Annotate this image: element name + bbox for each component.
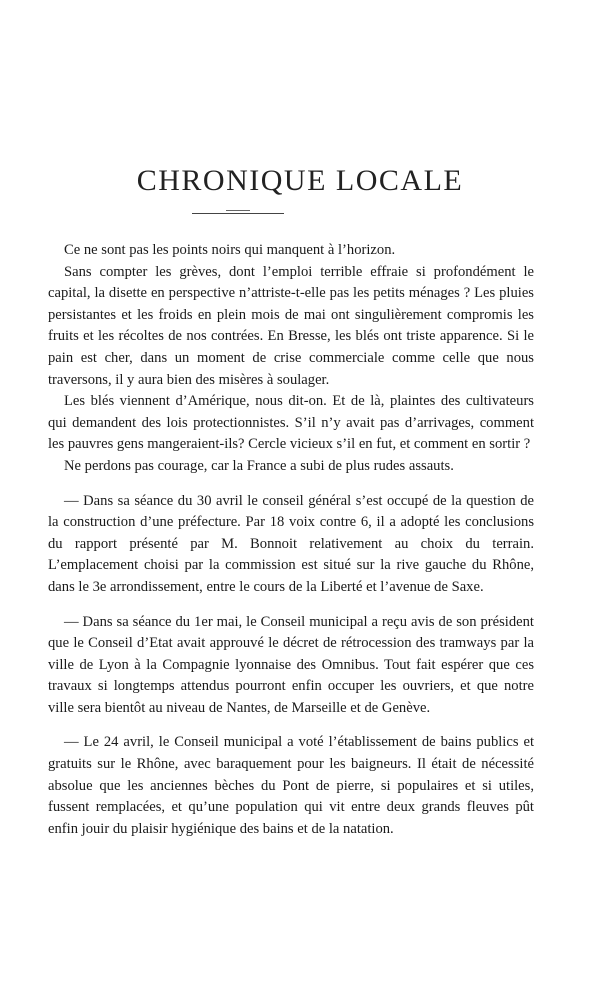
title-divider bbox=[192, 213, 284, 214]
paragraph-6: — Dans sa séance du 1er mai, le Conseil municipal a reçu avis de son président que le Conseil d’Etat avait approuvé le décret de rétrocession des tramways par la ville de Lyon à la Compagnie lyonnaise des Omnibus. Tout fait espérer que ces travaux si longtemps attendus pourront enfin occuper les ouvriers, et que notre ville sera bientôt au niveau de Nantes, de Marseille et de Genève. bbox=[48, 613, 534, 716]
paragraph-5: — Dans sa séance du 30 avril le conseil général s’est occupé de la question de la construction d’une préfecture. Par 18 voix contre 6, il a adopté les conclusions du rapport présenté par M. Bonnoit relativement au choix du terrain. L’emplacement choisi par la commission est situé sur la rive gauche du Rhône, dans le 3e arrondissement, entre le cours de la Liberté et l’avenue de Saxe. bbox=[48, 492, 534, 595]
paragraph-4: Ne perdons pas courage, car la France a subi de plus rudes assauts. bbox=[64, 457, 454, 474]
title-ornament-short bbox=[226, 210, 250, 211]
article-body bbox=[48, 240, 534, 840]
paragraph-1: Ce ne sont pas les points noirs qui manquent à l’horizon. bbox=[64, 242, 396, 258]
page-title: CHRONIQUE LOCALE bbox=[136, 164, 464, 197]
paragraph-7: — Le 24 avril, le Conseil municipal a voté l’établissement de bains publics et gratuits sur le Rhône, avec baraquement pour les baigneurs. Il était de nécessité absolue que les anciennes bèches du Pont de pierre, si populaires et si utiles, fussent remplacées, et qu’une population qui vit entre deux grands fleuves pût enfin jouir du plaisir hygiénique des bains et de la natation. bbox=[48, 734, 534, 837]
paragraph-2: Sans compter les grèves, dont l’emploi terrible effraie si profondément le capital, la disette en perspective n’attriste-t-elle pas les petits ménages ? Les pluies persistantes et les froids en plein mois de mai ont singulièrement compromis les fruits et les récoltes de nos contrées. En Bresse, les blés ont triste apparence. Si le pain est cher, dans un moment de crise commerciale comme celle que nous traversons, il y aura bien des misères à soulager. bbox=[48, 263, 534, 388]
paragraph-3: Les blés viennent d’Amérique, nous dit-on. Et de là, plaintes des cultivateurs qui demandent des lois protectionnistes. S’il n’y avait pas d’arrivages, comment les pauvres gens mangeraient-ils? Cercle vicieux s’il en fut, et comment en sortir ? bbox=[48, 393, 534, 453]
